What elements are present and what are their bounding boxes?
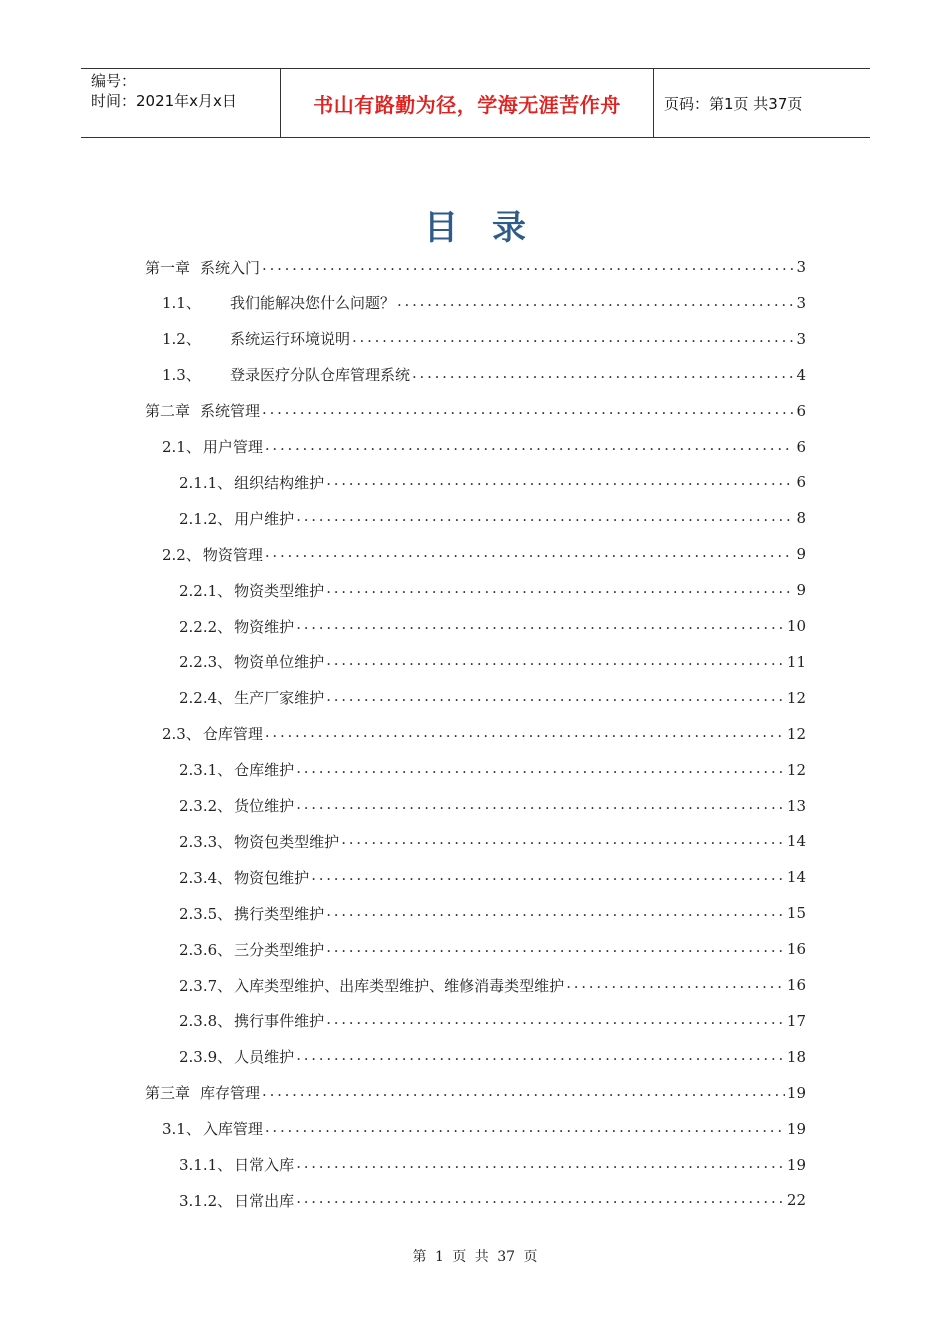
toc-entry[interactable] [179, 823, 806, 859]
toc-entry-page: 3 [796, 258, 806, 276]
toc-leader-dots [262, 258, 794, 276]
toc-entry-page: 19 [786, 1119, 806, 1138]
toc-leader-dots [566, 976, 785, 994]
toc-title: 目录 [424, 208, 560, 248]
toc-entry-number: 2.2、 [162, 545, 201, 564]
page-footer: 第 1 页 共 37 页 [412, 1249, 538, 1265]
toc-entry-page: 9 [796, 581, 806, 600]
toc-leader-dots [265, 1120, 785, 1138]
toc-entry[interactable] [162, 321, 806, 357]
toc-entry-page: 3 [796, 293, 806, 312]
toc-entry-number: 2.2.1、 [179, 581, 233, 600]
header-number-label: 编号： [91, 72, 137, 90]
toc-leader-dots [397, 294, 794, 312]
toc-entry-number: 2.2.4、 [179, 689, 233, 708]
toc-entry[interactable] [162, 716, 806, 752]
toc-entry-text: 系统运行环境说明 [230, 330, 351, 349]
toc-entry-number: 1.1、 [162, 294, 201, 313]
toc-entry-text: 生产厂家维护 [234, 689, 325, 708]
toc-leader-dots [262, 1084, 785, 1102]
toc-leader-dots [296, 1156, 785, 1174]
toc-leader-dots [296, 1191, 785, 1209]
toc-entry[interactable] [179, 895, 806, 931]
toc-entry-text: 入库管理 [202, 1120, 263, 1139]
toc-leader-dots [326, 1012, 785, 1030]
page-header [81, 68, 870, 138]
toc-leader-dots [265, 545, 794, 563]
toc-leader-dots [352, 330, 794, 348]
toc-entry[interactable] [179, 1147, 806, 1183]
toc-entry-text: 物资包维护 [234, 868, 310, 887]
toc-leader-dots [296, 797, 785, 815]
toc-entry-text: 携行类型维护 [234, 904, 325, 923]
toc-entry-page: 19 [786, 1083, 806, 1102]
header-date-label: 时间：2021年x月x日 [91, 92, 237, 110]
toc-entry[interactable] [162, 429, 806, 465]
toc-entry-page: 4 [796, 365, 806, 384]
toc-entry-page: 9 [796, 545, 806, 564]
toc-entry-number: 3.1.2、 [179, 1191, 233, 1210]
toc-leader-dots [296, 1048, 785, 1066]
toc-entry[interactable] [179, 572, 806, 608]
toc-leader-dots [296, 509, 794, 527]
toc-entry[interactable] [179, 680, 806, 716]
toc-entry-text: 货位维护 [234, 797, 295, 815]
toc-entry-number: 2.3.3、 [179, 832, 233, 851]
header-motto: 书山有路勤为径，学海无涯苦作舟 [281, 69, 654, 137]
toc-entry-text: 日常出库 [234, 1191, 295, 1210]
toc-entry-page: 6 [796, 437, 806, 456]
toc-entry-text: 物资类型维护 [234, 581, 325, 600]
header-page-info: 页码：第1页 共37页 [664, 94, 803, 113]
toc-entry-page: 3 [796, 329, 806, 348]
toc-entry[interactable] [179, 1003, 806, 1039]
toc-entry-text: 入库类型维护、出库类型维护、维修消毒类型维护 [234, 976, 565, 995]
toc-entry[interactable] [179, 500, 806, 536]
toc-entry-page: 12 [786, 688, 806, 707]
toc-entry-page: 13 [786, 796, 806, 815]
toc-leader-dots [296, 761, 785, 779]
toc-entry[interactable] [179, 967, 806, 1003]
toc-entry-number: 第二章 [145, 402, 191, 421]
toc-entry-page: 12 [786, 760, 806, 779]
toc-entry-page: 6 [796, 473, 806, 492]
toc-entry-number: 第三章 [145, 1084, 191, 1103]
toc-entry[interactable] [179, 1182, 806, 1218]
toc-entry-text: 系统管理 [200, 402, 261, 421]
toc-entry-text: 系统入门 [200, 258, 261, 277]
toc-leader-dots [326, 473, 794, 491]
toc-entry-number: 3.1、 [162, 1120, 201, 1139]
toc-entry-text: 组织结构维护 [234, 473, 325, 492]
toc-entry-page: 10 [786, 617, 806, 635]
toc-entry[interactable] [162, 1111, 806, 1147]
toc-entry-text: 用户维护 [234, 509, 295, 528]
toc-entry[interactable] [179, 859, 806, 895]
toc-entry-text: 携行事件维护 [234, 1012, 325, 1031]
toc-entry[interactable] [162, 357, 806, 393]
toc-entry-page: 18 [786, 1047, 806, 1066]
toc-entry-text: 仓库管理 [202, 725, 263, 744]
toc-entry-text: 库存管理 [200, 1084, 261, 1103]
toc-entry[interactable] [162, 536, 806, 572]
toc-entry-text: 登录医疗分队仓库管理系统 [230, 366, 411, 385]
toc-entry-number: 2.3.5、 [179, 904, 233, 923]
toc-entry-number: 2.1、 [162, 438, 201, 456]
toc-entry[interactable] [179, 608, 806, 644]
toc-entry-page: 6 [796, 401, 806, 420]
toc-entry-page: 8 [796, 509, 806, 528]
toc-leader-dots [412, 366, 794, 384]
toc-entry-text: 用户管理 [202, 438, 263, 456]
toc-entry-text: 物资单位维护 [234, 653, 325, 672]
toc-entry[interactable] [162, 285, 806, 321]
toc-entry-text: 三分类型维护 [234, 940, 325, 959]
toc-entry-page: 15 [786, 904, 806, 923]
toc-entry-number: 第一章 [145, 258, 191, 277]
toc-entry[interactable] [179, 788, 806, 824]
toc-entry-page: 22 [786, 1191, 806, 1210]
toc-entry-number: 1.3、 [162, 366, 201, 385]
toc-entry-number: 1.2、 [162, 330, 201, 349]
toc-leader-dots [265, 725, 785, 743]
toc-entry-page: 14 [786, 868, 806, 887]
toc-leader-dots [326, 904, 785, 922]
toc-entry[interactable] [179, 931, 806, 967]
toc-entry-page: 12 [786, 724, 806, 743]
toc-leader-dots [311, 868, 785, 886]
toc-entry-page: 16 [786, 940, 806, 959]
toc-entry-number: 2.3.8、 [179, 1012, 233, 1031]
toc-entry-text: 我们能解决您什么问题？ [230, 294, 396, 313]
toc-leader-dots [296, 617, 785, 635]
toc-entry[interactable] [145, 1075, 806, 1111]
toc-entry-number: 2.3.6、 [179, 940, 233, 959]
toc-entry-number: 2.1.1、 [179, 473, 233, 492]
header-meta [81, 69, 281, 137]
toc-entry-number: 2.2.3、 [179, 653, 233, 672]
toc-entry[interactable] [145, 393, 806, 429]
toc-leader-dots [326, 689, 785, 707]
toc-entry[interactable] [145, 249, 806, 285]
toc-entry-page: 19 [786, 1155, 806, 1174]
toc-entry-page: 11 [786, 652, 806, 671]
toc-entry-text: 物资包类型维护 [234, 832, 340, 851]
toc-entry-text: 物资管理 [202, 545, 263, 564]
toc-entry-text: 日常入库 [234, 1156, 295, 1174]
toc-entry-number: 2.3.1、 [179, 761, 233, 780]
toc-entry[interactable] [179, 752, 806, 788]
toc-entry-number: 2.3.2、 [179, 797, 233, 815]
toc-entry-page: 16 [786, 976, 806, 994]
toc-entry-page: 17 [786, 1011, 806, 1030]
toc-entry[interactable] [179, 1039, 806, 1075]
toc-entry-number: 2.3、 [162, 725, 201, 744]
toc-entry-text: 仓库维护 [234, 761, 295, 780]
toc-entry-number: 2.1.2、 [179, 509, 233, 528]
toc-entry[interactable] [179, 644, 806, 680]
toc-entry-number: 2.3.9、 [179, 1048, 233, 1067]
toc-entry[interactable] [179, 464, 806, 500]
toc-leader-dots [326, 940, 785, 958]
toc-leader-dots [262, 402, 794, 420]
toc-leader-dots [326, 653, 785, 671]
toc-entry-number: 3.1.1、 [179, 1156, 233, 1174]
toc-leader-dots [265, 438, 794, 456]
toc-leader-dots [341, 832, 785, 850]
toc-entry-number: 2.3.4、 [179, 868, 233, 887]
toc-entry-number: 2.3.7、 [179, 976, 233, 995]
toc-entry-page: 14 [786, 832, 806, 851]
toc-entry-text: 人员维护 [234, 1048, 295, 1067]
toc-entry-number: 2.2.2、 [179, 617, 233, 636]
toc-entry-text: 物资维护 [234, 617, 295, 636]
toc-leader-dots [326, 581, 794, 599]
